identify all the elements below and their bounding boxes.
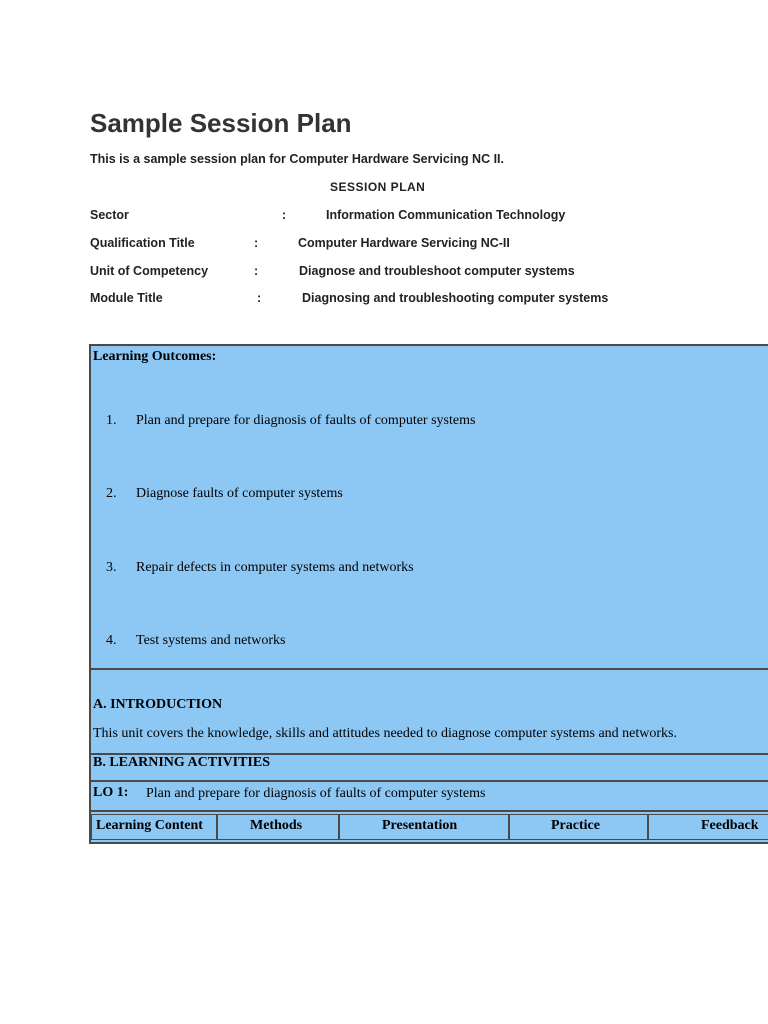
info-separator: : xyxy=(282,208,287,222)
list-text: Repair defects in computer systems and networks xyxy=(136,560,414,575)
learning-outcomes-label: Learning Outcomes: xyxy=(93,349,217,364)
info-value: Diagnosing and troubleshooting computer systems xyxy=(302,291,609,305)
info-value: Diagnose and troubleshoot computer systems xyxy=(299,264,575,278)
info-label: Qualification Title xyxy=(90,236,195,250)
learning-outcomes-box xyxy=(89,344,768,670)
list-text: Plan and prepare for diagnosis of faults of computer systems xyxy=(136,413,476,428)
info-separator: : xyxy=(254,236,259,250)
page-title: Sample Session Plan xyxy=(90,108,352,138)
learning-activities-section xyxy=(89,755,768,782)
column-header-practice: Practice xyxy=(509,814,648,840)
introduction-section xyxy=(89,670,768,755)
intro-line: This is a sample session plan for Computer Hardware Servicing NC II. xyxy=(90,152,505,166)
column-header-presentation: Presentation xyxy=(339,814,509,840)
info-label: Unit of Competency xyxy=(90,264,209,278)
lo-label: LO 1: xyxy=(93,785,129,800)
info-label: Module Title xyxy=(90,291,163,305)
list-number: 1. xyxy=(106,413,117,428)
learning-activities-heading: B. LEARNING ACTIVITIES xyxy=(93,755,270,770)
list-number: 3. xyxy=(106,560,117,575)
list-text: Test systems and networks xyxy=(136,633,286,648)
info-value: Information Communication Technology xyxy=(326,208,566,222)
info-separator: : xyxy=(254,264,259,278)
lo-row xyxy=(89,782,768,810)
info-label: Sector xyxy=(90,208,129,222)
info-value: Computer Hardware Servicing NC-II xyxy=(298,236,510,250)
list-number: 2. xyxy=(106,486,117,501)
session-plan-heading: SESSION PLAN xyxy=(330,180,426,194)
introduction-heading: A. INTRODUCTION xyxy=(93,697,223,712)
introduction-text: This unit covers the knowledge, skills and attitudes needed to diagnose computer systems and networks. xyxy=(93,726,677,741)
lo-text: Plan and prepare for diagnosis of faults of computer systems xyxy=(146,786,486,801)
column-header-learning-content: Learning Content xyxy=(91,814,217,840)
info-separator: : xyxy=(257,291,262,305)
column-header-methods: Methods xyxy=(217,814,339,840)
table-header-row xyxy=(89,810,768,844)
list-text: Diagnose faults of computer systems xyxy=(136,486,343,501)
column-header-feedback: Feedback xyxy=(648,814,768,840)
list-number: 4. xyxy=(106,633,117,648)
